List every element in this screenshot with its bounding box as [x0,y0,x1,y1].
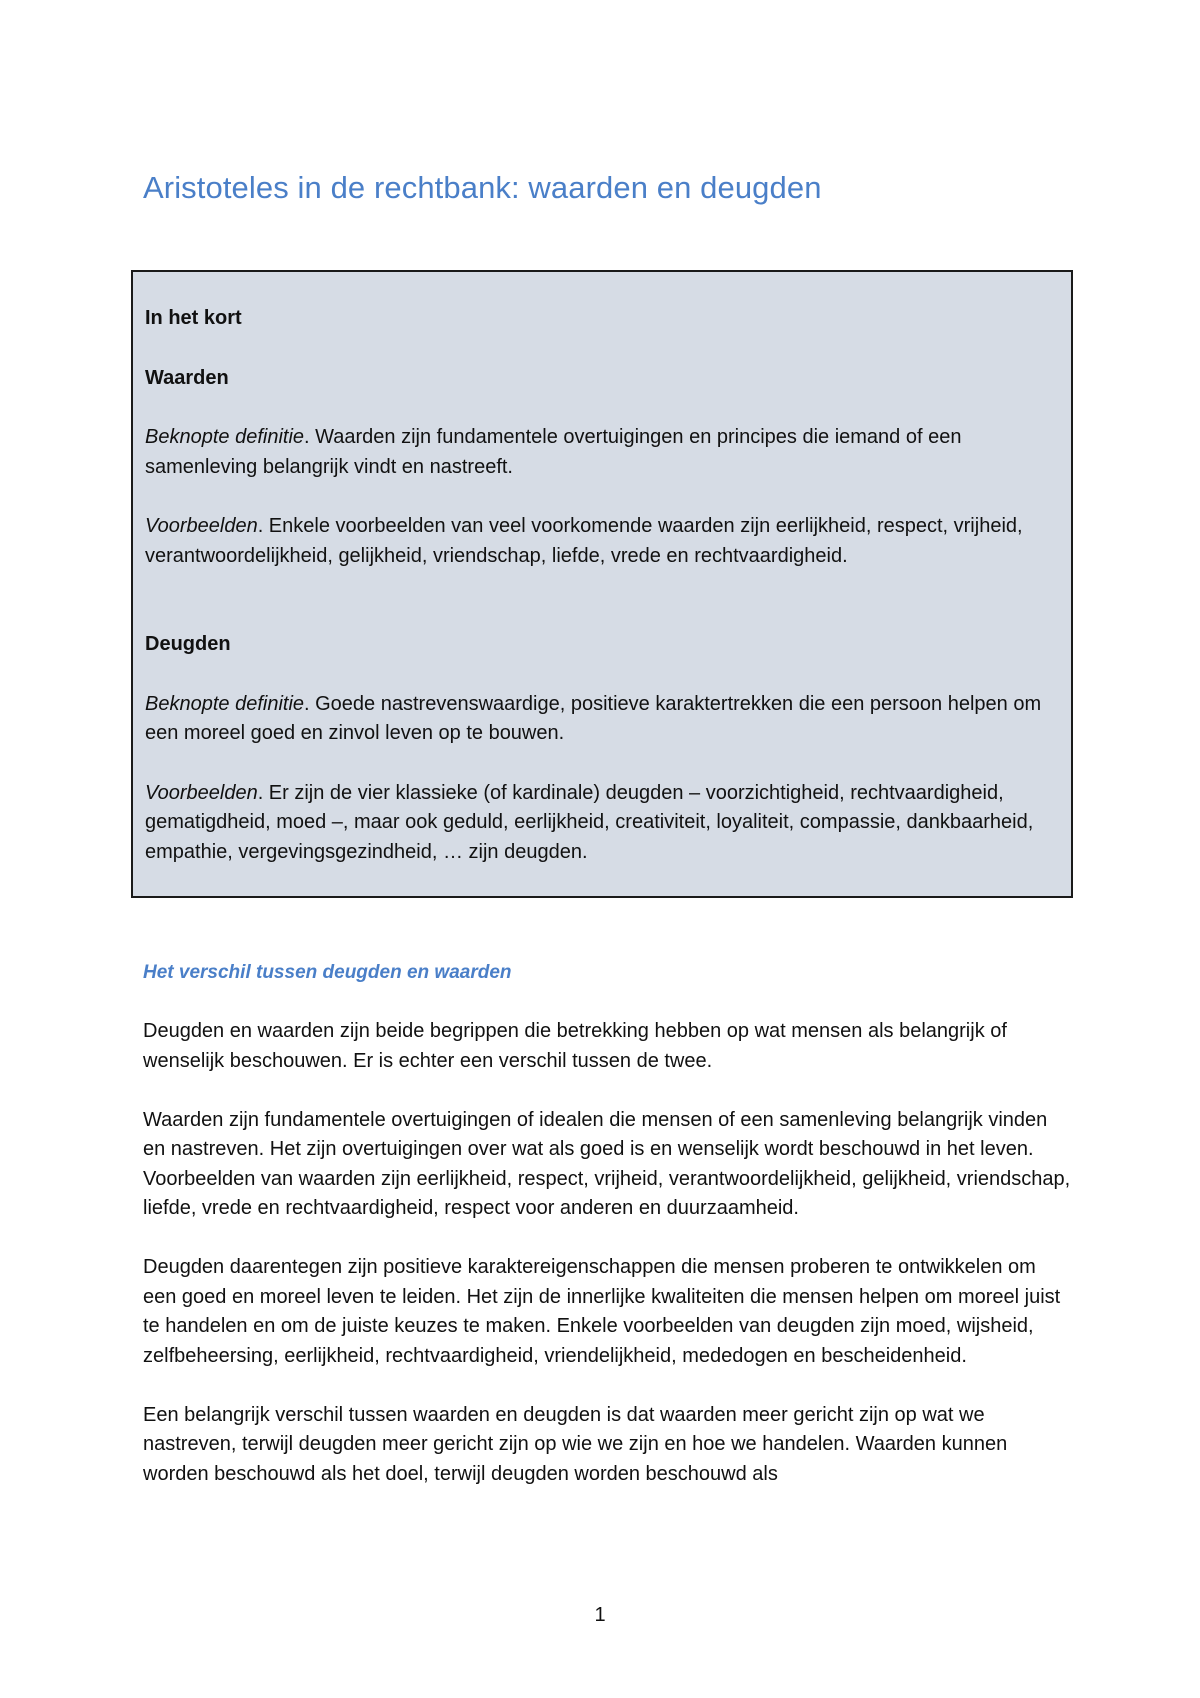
virtues-examples-text: . Er zijn de vier klassieke (of kardinale) deugden – voorzichtigheid, rechtvaardigheid, gematigdheid, moed –, maar ook geduld, eerlijkheid, creativiteit, loyaliteit, compassie, dankbaarheid, empathie, vergevingsgezindheid, … zijn deugden. [145,781,1034,863]
section-heading: Het verschil tussen deugden en waarden [143,962,512,983]
values-examples [145,512,1059,571]
values-definition-text: . Waarden zijn fundamentele overtuigingen en principes die iemand of een samenleving belangrijk vindt en nastreeft. [145,426,962,478]
virtues-heading: Deugden [145,633,231,655]
virtues-examples [145,779,1059,868]
virtues-definition-text: . Goede nastrevenswaardige, positieve karaktertrekken die een persoon helpen om een moreel goed en zinvol leven op te bouwen. [145,692,1042,744]
paragraph: Waarden zijn fundamentele overtuigingen of idealen die mensen of een samenleving belangrijk vinden en nastreven. Het zijn overtuigingen over wat als goed is en wenselijk wordt beschouwd in het leven. Voorbeelden van waarden zijn eerlijkheid, respect, vrijheid, verantwoordelijkheid, gelijkheid, vriendschap, liefde, vrede en rechtvaardigheid, respect voor anderen en duurzaamheid. [143,1108,1071,1219]
paragraph: Deugden daarentegen zijn positieve karaktereigenschappen die mensen proberen te ontwikkelen om een goed en moreel leven te leiden. Het zijn de innerlijke kwaliteiten die mensen helpen om moreel juist te handelen en om de juiste keuzes te maken. Enkele voorbeelden van deugden zijn moed, wijsheid, zelfbeheersing, eerlijkheid, rechtvaardigheid, vriendelijkheid, mededogen en bescheidenheid. [143,1256,1061,1367]
page-number: 1 [594,1604,606,1626]
paragraph: Een belangrijk verschil tussen waarden en deugden is dat waarden meer gericht zijn op wat we nastreven, terwijl deugden meer gericht zijn op wie we zijn en hoe we handelen. Waarden kunnen worden beschouwd als het doel, terwijl deugden worden beschouwd als [143,1403,1008,1485]
values-definition-label: Beknopte definitie [145,426,305,448]
summary-box [131,270,1073,898]
paragraph: Deugden en waarden zijn beide begrippen die betrekking hebben op wat mensen als belangrijk of wenselijk beschouwen. Er is echter een verschil tussen de twee. [143,1020,1007,1072]
virtues-definition [145,690,1059,749]
values-heading: Waarden [145,366,229,389]
values-definition [145,423,1059,482]
values-examples-label: Voorbeelden [145,515,258,537]
virtues-examples-label: Voorbeelden [145,781,258,804]
values-examples-text: . Enkele voorbeelden van veel voorkomende waarden zijn eerlijkheid, respect, vrijheid, verantwoordelijkheid, gelijkheid, vriendschap, liefde, vrede en rechtvaardigheid. [145,515,1023,567]
summary-heading: In het kort [145,307,242,329]
virtues-definition-label: Beknopte definitie [145,692,305,715]
main-content [143,958,1073,1519]
document-title: Aristoteles in de rechtbank: waarden en deugden [143,170,822,205]
